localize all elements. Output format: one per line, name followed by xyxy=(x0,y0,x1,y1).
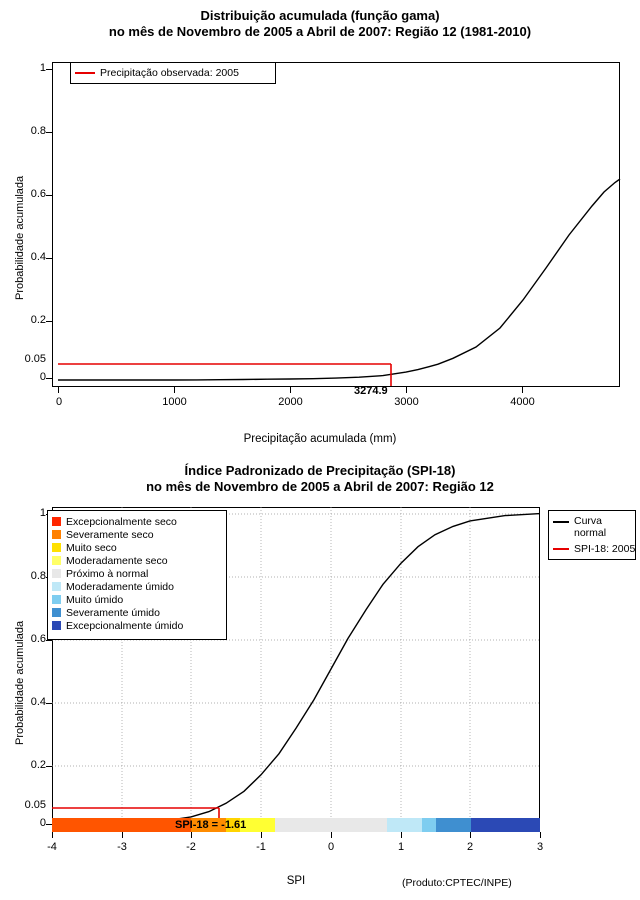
legend-item-curva-normal[interactable] xyxy=(549,515,635,541)
chart-title-top-line2: no mês de Novembro de 2005 a Abril de 2007: Região 12 (1981-2010) xyxy=(108,24,532,39)
color-swatch-icon-2 xyxy=(52,530,61,539)
legend-spi-classes[interactable] xyxy=(47,510,227,640)
x-tickmark-bottom-3 xyxy=(540,832,541,838)
legend-item-muito-seco[interactable] xyxy=(48,541,226,554)
legend-label-2: Severamente seco xyxy=(66,528,154,541)
legend-item-muito-umido[interactable] xyxy=(48,593,226,606)
color-swatch-icon-4 xyxy=(52,556,61,565)
color-swatch-icon-1 xyxy=(52,517,61,526)
legend-label-9: Excepcionalmente úmido xyxy=(66,619,184,632)
legend-label-spi-2005: SPI-18: 2005 xyxy=(574,543,636,555)
legend-item-excepcionalmente-seco[interactable] xyxy=(48,515,226,528)
legend-label-6: Moderadamente úmido xyxy=(66,580,174,593)
x-axis-label-top: Precipitação acumulada (mm) xyxy=(243,433,397,445)
chart-title-top-line1: Distribuição acumulada (função gama) xyxy=(200,8,440,23)
legend-label-curva-normal-1: Curva xyxy=(574,515,603,527)
spi-band-muito-umido xyxy=(422,818,436,832)
y-tick-top-0.05: 0.05 xyxy=(24,353,46,365)
x-tickmark-bottom--1 xyxy=(261,832,262,838)
y-tickmark-bottom-4 xyxy=(46,703,52,704)
x-tickmark-bottom-1 xyxy=(401,832,402,838)
x-tick-top-3000: 3000 xyxy=(394,396,419,408)
x-tick-top-4000: 4000 xyxy=(510,396,535,408)
x-tick-top-1000: 1000 xyxy=(162,396,187,408)
color-swatch-icon-5 xyxy=(52,569,61,578)
x-tickmark-bottom--4 xyxy=(52,832,53,838)
x-tickmark-bottom--2 xyxy=(191,832,192,838)
x-tickmark-bottom-0 xyxy=(331,832,332,838)
y-tick-bottom-0.2: 0.2 xyxy=(30,759,46,771)
spi-value-label: SPI-18 = -1.61 xyxy=(175,819,247,831)
legend-label-8: Severamente úmido xyxy=(66,606,160,619)
x-tick-bottom-3: 3 xyxy=(536,841,544,853)
legend-line-icon-curva-normal xyxy=(553,521,569,523)
x-tickmark-bottom--3 xyxy=(122,832,123,838)
y-tick-top-0.2: 0.2 xyxy=(30,314,46,326)
y-tick-top-0.8: 0.8 xyxy=(30,125,46,137)
observed-value-label: 3274.9 xyxy=(354,385,388,397)
y-tick-bottom-0.4: 0.4 xyxy=(30,696,46,708)
chart-title-bottom-line2: no mês de Novembro de 2005 a Abril de 2007: Região 12 xyxy=(146,479,494,494)
legend-label-3: Muito seco xyxy=(66,541,117,554)
y-axis-label-bottom: Probabilidade acumulada xyxy=(14,620,26,745)
y-tick-bottom-0.6: 0.6 xyxy=(30,633,46,645)
x-tick-bottom-1: 1 xyxy=(397,841,405,853)
color-swatch-icon-8 xyxy=(52,608,61,617)
y-axis-label-top: Probabilidade acumulada xyxy=(14,175,26,300)
chart-title-bottom-line1: Índice Padronizado de Precipitação (SPI-18) xyxy=(184,463,456,478)
y-tick-top-0.6: 0.6 xyxy=(30,188,46,200)
x-tick-bottom-2: 2 xyxy=(466,841,474,853)
x-tick-bottom-0: 0 xyxy=(327,841,335,853)
x-tick-bottom--3: -3 xyxy=(117,841,127,853)
color-swatch-icon-9 xyxy=(52,621,61,630)
y-tick-top-1.0: 1 xyxy=(39,62,46,74)
spi-class-bar xyxy=(52,818,540,832)
legend-label-curva-normal-2: normal xyxy=(574,527,607,539)
spi-band-moderadamente-umido xyxy=(387,818,422,832)
x-tick-bottom--4: -4 xyxy=(47,841,57,853)
legend-item-severamente-seco[interactable] xyxy=(48,528,226,541)
x-tickmark-bottom-2 xyxy=(470,832,471,838)
legend-item-moderadamente-seco[interactable] xyxy=(48,554,226,567)
x-tick-bottom--1: -1 xyxy=(256,841,266,853)
x-tick-top-0: 0 xyxy=(55,396,63,408)
color-swatch-icon-6 xyxy=(52,582,61,591)
y-tick-bottom-0.0: 0 xyxy=(39,817,46,829)
legend-top[interactable] xyxy=(70,62,276,84)
legend-item-spi-2005[interactable] xyxy=(549,541,635,557)
y-tick-top-0.4: 0.4 xyxy=(30,251,46,263)
producer-note: (Produto:CPTEC/INPE) xyxy=(402,877,512,889)
x-tick-bottom--2: -2 xyxy=(186,841,196,853)
legend-label-4: Moderadamente seco xyxy=(66,554,168,567)
legend-item-moderadamente-umido[interactable] xyxy=(48,580,226,593)
y-tick-bottom-0.8: 0.8 xyxy=(30,570,46,582)
legend-label-5: Próximo à normal xyxy=(66,567,149,580)
legend-item-proximo-normal[interactable] xyxy=(48,567,226,580)
legend-label-1: Excepcionalmente seco xyxy=(66,515,177,528)
legend-label-7: Muito úmido xyxy=(66,593,124,606)
y-tick-bottom-0.05: 0.05 xyxy=(24,799,46,811)
legend-item-observed[interactable] xyxy=(71,63,275,83)
spi-band-severamente-umido xyxy=(436,818,471,832)
x-tick-top-2000: 2000 xyxy=(278,396,303,408)
y-tickmark-bottom-5 xyxy=(46,766,52,767)
legend-item-excepcionalmente-umido[interactable] xyxy=(48,619,226,632)
chart-panel-bottom xyxy=(0,455,640,900)
legend-line-icon-spi-2005 xyxy=(553,548,569,550)
x-axis-label-bottom: SPI xyxy=(286,875,306,887)
legend-line-icon-observed xyxy=(75,72,95,74)
spi-band-excepcionalmente-seco xyxy=(52,818,191,832)
spi-band-excepcionalmente-umido xyxy=(471,818,540,832)
legend-label-observed: Precipitação observada: 2005 xyxy=(100,67,239,79)
color-swatch-icon-7 xyxy=(52,595,61,604)
color-swatch-icon-3 xyxy=(52,543,61,552)
legend-curves[interactable] xyxy=(548,510,636,560)
gamma-cdf-curve xyxy=(58,179,620,380)
y-tick-top-0.0: 0 xyxy=(39,371,46,383)
spi-band-proximo-normal xyxy=(275,818,387,832)
y-tickmark-bottom-3 xyxy=(46,640,52,641)
y-tick-bottom-1.0: 1 xyxy=(39,507,46,519)
legend-item-severamente-umido[interactable] xyxy=(48,606,226,619)
